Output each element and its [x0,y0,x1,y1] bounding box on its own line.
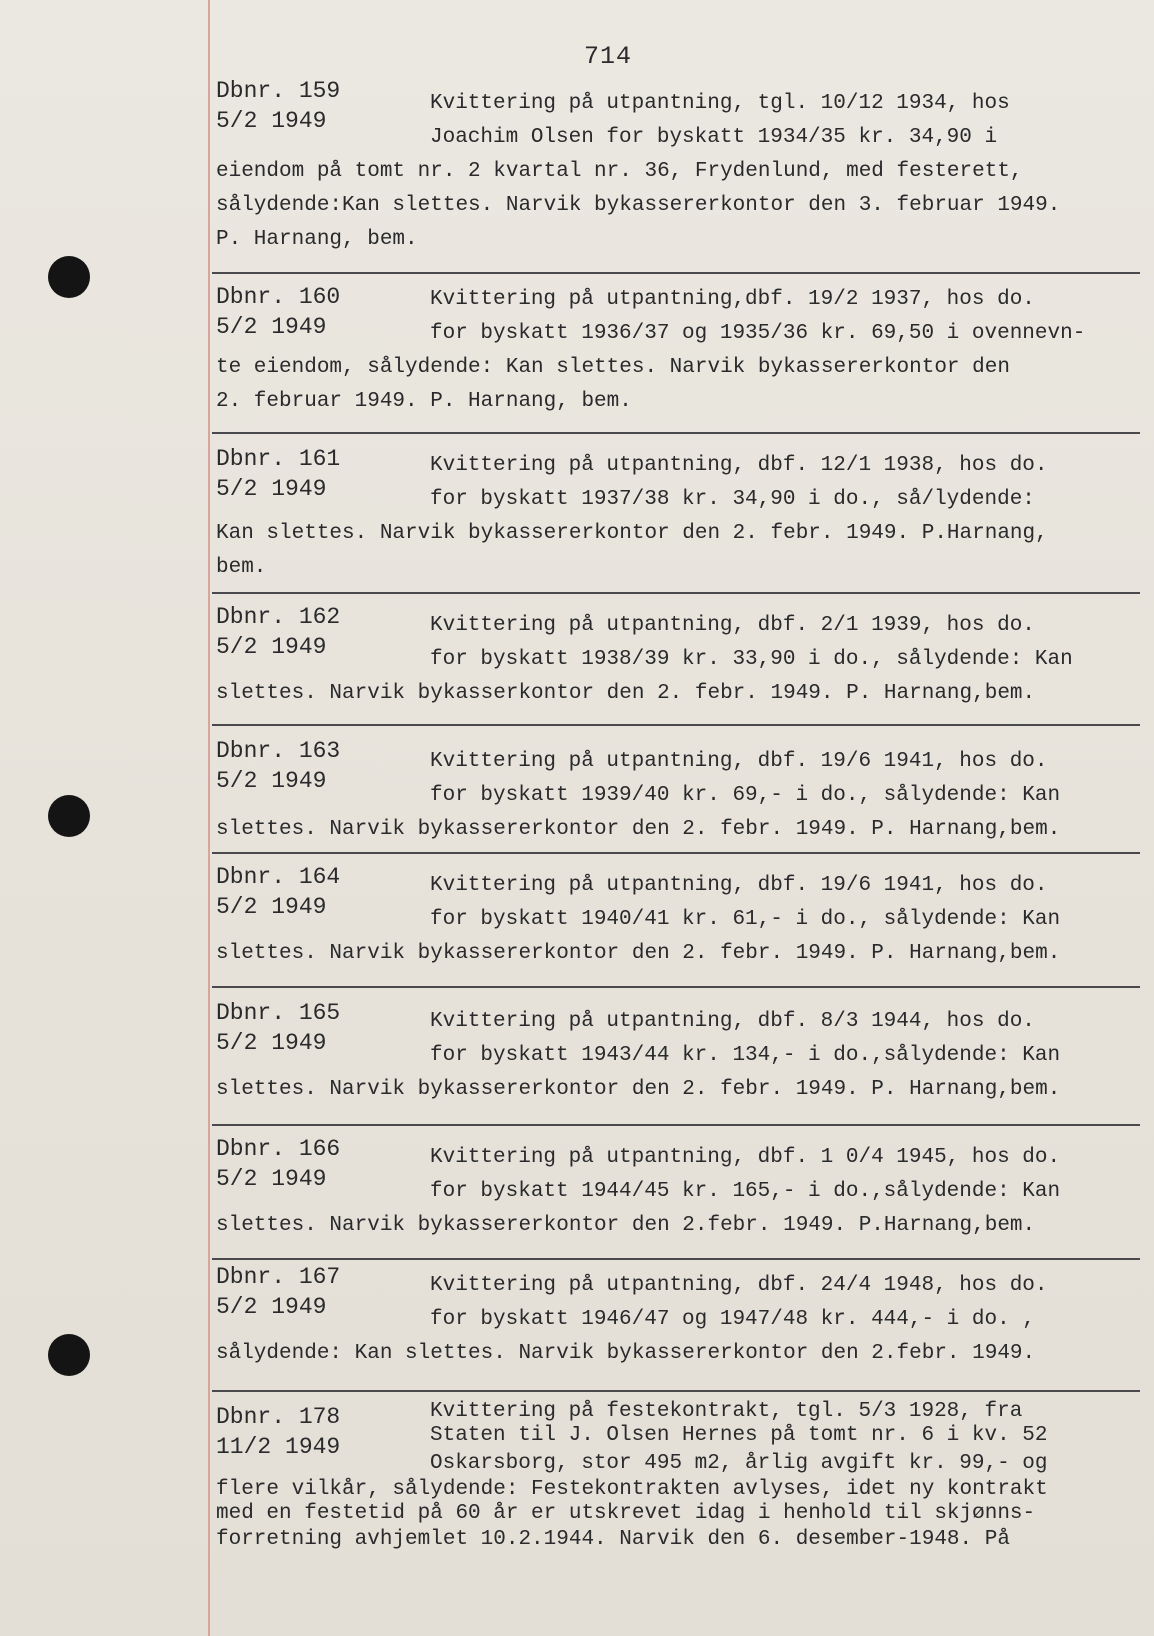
entry-dbnr: Dbnr. 160 [216,284,341,310]
entry-line: flere vilkår, sålydende: Festekontrakten avlyses, idet ny kontrakt [216,1478,1048,1501]
entry-dbnr: Dbnr. 165 [216,1000,341,1026]
entry-line: P. Harnang, bem. [216,228,418,251]
entry-dbnr: Dbnr. 166 [216,1136,341,1162]
entry-line: sålydende: Kan slettes. Narvik bykassererkontor den 2.febr. 1949. [216,1342,1036,1365]
entry-date: 5/2 1949 [216,1294,327,1320]
entry-line: sålydende:Kan slettes. Narvik bykassererkontor den 3. februar 1949. [216,194,1061,217]
entry-divider [212,1124,1140,1126]
entry-line: Kan slettes. Narvik bykassererkontor den 2. febr. 1949. P.Harnang, [216,522,1048,545]
entry-line: for byskatt 1946/47 og 1947/48 kr. 444,- i do. , [430,1308,1035,1331]
entry-line: Kvittering på utpantning, dbf. 12/1 1938, hos do. [430,454,1048,477]
entry-divider [212,432,1140,434]
entry-line: Kvittering på utpantning, dbf. 24/4 1948, hos do. [430,1274,1048,1297]
entry-line: Kvittering på utpantning, dbf. 19/6 1941, hos do. [430,750,1048,773]
entry-line: for byskatt 1943/44 kr. 134,- i do.,sålydende: Kan [430,1044,1061,1067]
entry-line: for byskatt 1940/41 kr. 61,- i do., sålydende: Kan [430,908,1061,931]
entry-line: med en festetid på 60 år er utskrevet idag i henhold til skjønns- [216,1502,1036,1525]
entry-line: Joachim Olsen for byskatt 1934/35 kr. 34,90 i [430,126,998,149]
entry-line: te eiendom, sålydende: Kan slettes. Narvik bykassererkontor den [216,356,1010,379]
entry-line: forretning avhjemlet 10.2.1944. Narvik den 6. desember-1948. På [216,1528,1010,1551]
entry-dbnr: Dbnr. 167 [216,1264,341,1290]
entry-line: slettes. Narvik bykassererkontor den 2. febr. 1949. P. Harnang,bem. [216,818,1061,841]
entry-line: Kvittering på festekontrakt, tgl. 5/3 1928, fra [430,1400,1023,1423]
entry-date: 5/2 1949 [216,314,327,340]
entry-divider [212,724,1140,726]
entry-dbnr: Dbnr. 162 [216,604,341,630]
entry-line: Kvittering på utpantning, dbf. 1 0/4 1945, hos do. [430,1146,1061,1169]
entry-line: Oskarsborg, stor 495 m2, årlig avgift kr. 99,- og [430,1452,1048,1475]
entry-divider [212,1390,1140,1392]
punch-hole [48,1334,90,1376]
entry-line: for byskatt 1938/39 kr. 33,90 i do., sålydende: Kan [430,648,1073,671]
entry-date: 11/2 1949 [216,1434,341,1460]
entry-line: Kvittering på utpantning, dbf. 2/1 1939, hos do. [430,614,1035,637]
entry-date: 5/2 1949 [216,108,327,134]
entry-line: bem. [216,556,267,579]
entry-line: for byskatt 1937/38 kr. 34,90 i do., så/lydende: [430,488,1035,511]
entry-line: Kvittering på utpantning, dbf. 19/6 1941, hos do. [430,874,1048,897]
entry-line: slettes. Narvik bykasserkontor den 2. febr. 1949. P. Harnang,bem. [216,682,1036,705]
punch-hole [48,256,90,298]
entry-divider [212,592,1140,594]
entry-line: slettes. Narvik bykassererkontor den 2.febr. 1949. P.Harnang,bem. [216,1214,1036,1237]
entry-date: 5/2 1949 [216,894,327,920]
entry-line: Kvittering på utpantning, dbf. 8/3 1944, hos do. [430,1010,1035,1033]
entry-date: 5/2 1949 [216,476,327,502]
entry-date: 5/2 1949 [216,1166,327,1192]
entry-line: for byskatt 1944/45 kr. 165,- i do.,sålydende: Kan [430,1180,1061,1203]
entry-divider [212,272,1140,274]
entry-date: 5/2 1949 [216,1030,327,1056]
entry-dbnr: Dbnr. 178 [216,1404,341,1430]
entry-divider [212,986,1140,988]
entry-date: 5/2 1949 [216,634,327,660]
entry-line: Kvittering på utpantning, tgl. 10/12 1934, hos [430,92,1010,115]
entry-line: Staten til J. Olsen Hernes på tomt nr. 6 i kv. 52 [430,1424,1048,1447]
entry-line: eiendom på tomt nr. 2 kvartal nr. 36, Frydenlund, med festerett, [216,160,1023,183]
entry-line: for byskatt 1936/37 og 1935/36 kr. 69,50 i ovennevn- [430,322,1086,345]
margin-line [208,0,210,1636]
entry-line: slettes. Narvik bykassererkontor den 2. febr. 1949. P. Harnang,bem. [216,942,1061,965]
entry-date: 5/2 1949 [216,768,327,794]
entry-dbnr: Dbnr. 159 [216,78,341,104]
entry-line: for byskatt 1939/40 kr. 69,- i do., sålydende: Kan [430,784,1061,807]
entry-dbnr: Dbnr. 161 [216,446,341,472]
entry-line: slettes. Narvik bykassererkontor den 2. febr. 1949. P. Harnang,bem. [216,1078,1061,1101]
entry-line: Kvittering på utpantning,dbf. 19/2 1937, hos do. [430,288,1035,311]
entry-divider [212,852,1140,854]
entry-line: 2. februar 1949. P. Harnang, bem. [216,390,632,413]
entry-dbnr: Dbnr. 164 [216,864,341,890]
page-number: 714 [584,42,633,71]
entry-divider [212,1258,1140,1260]
punch-hole [48,795,90,837]
entry-dbnr: Dbnr. 163 [216,738,341,764]
